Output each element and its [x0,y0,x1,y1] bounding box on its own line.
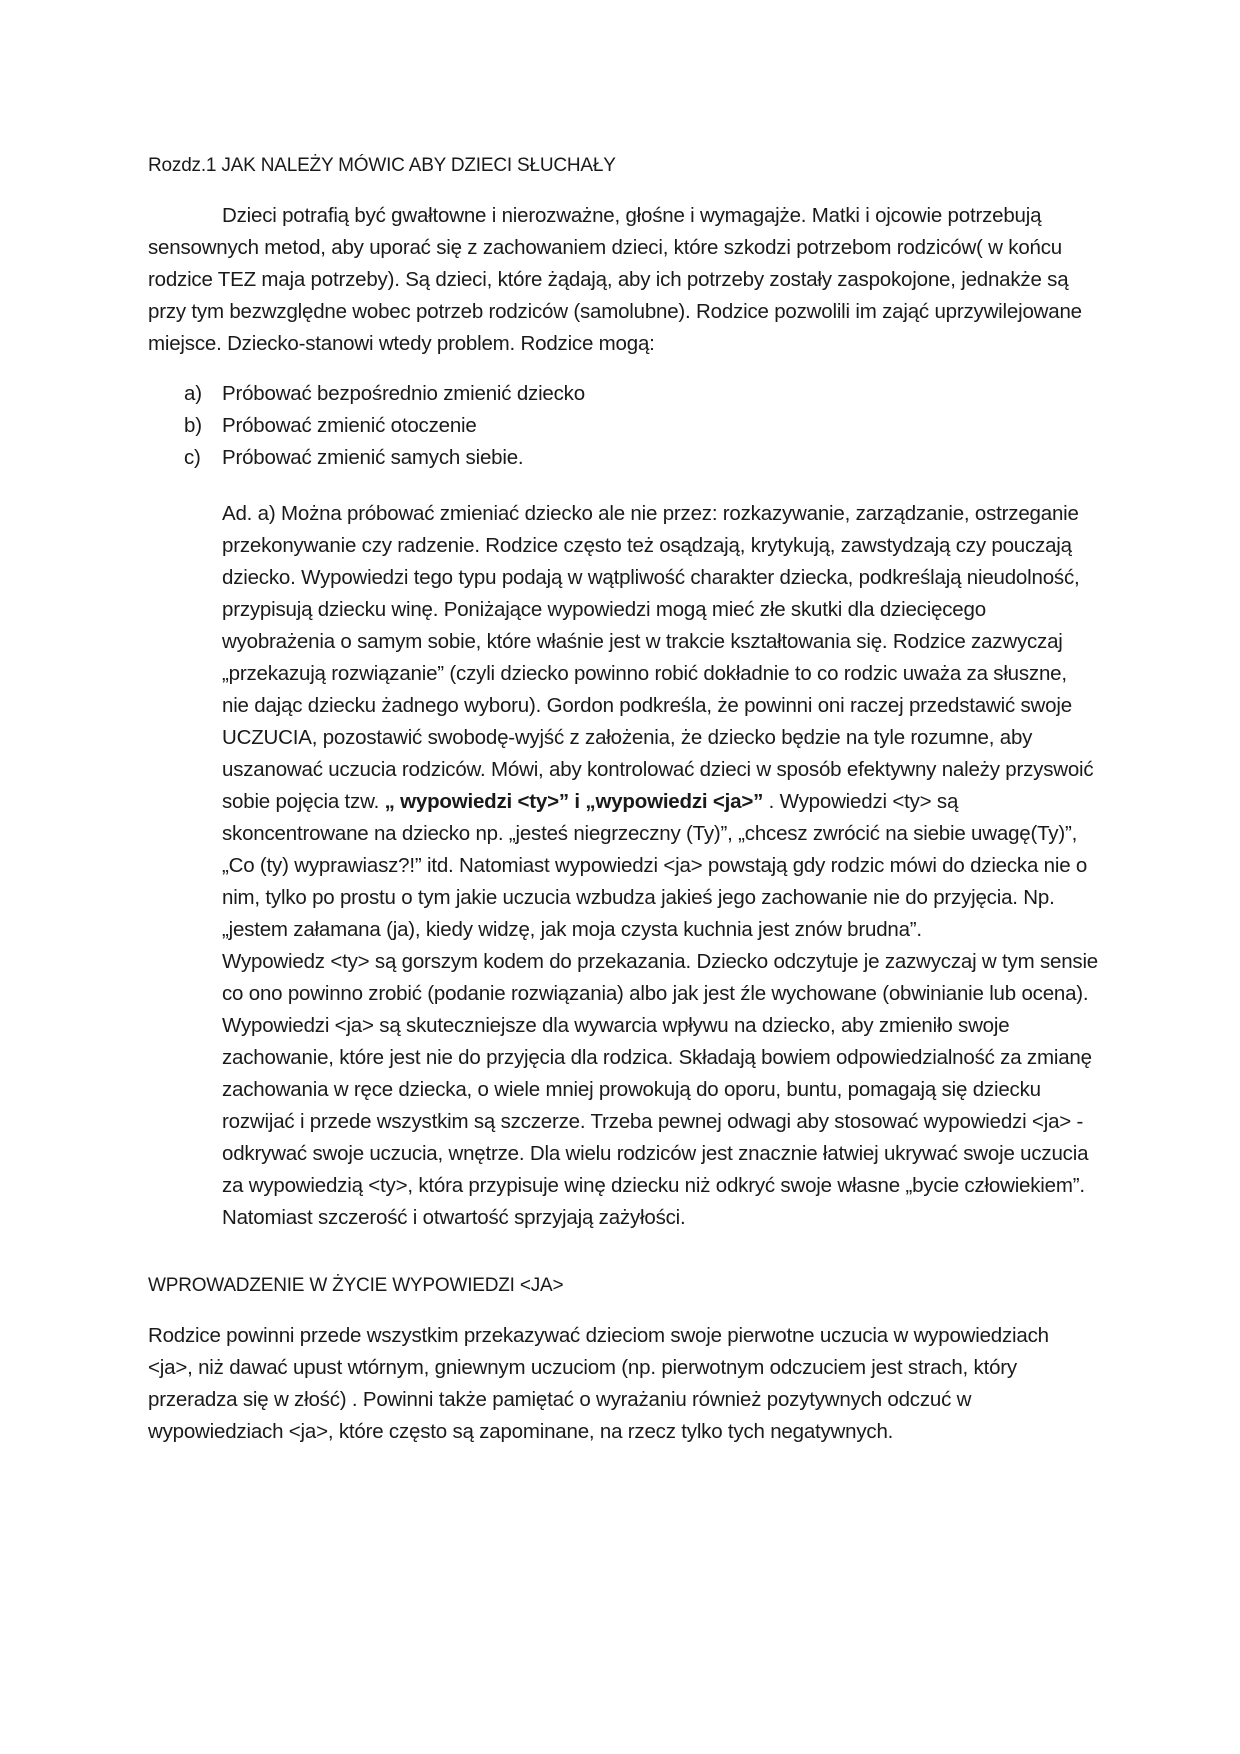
list-marker: a) [184,382,202,405]
ad-a-text-part2: . Wypowiedzi <ty> są skoncentrowane na dziecko np. „jesteś niegrzeczny (Ty)”, „chcesz zwrócić na siebie uwagę(Ty)”, „Co (ty) wyprawiasz?!” itd. Natomiast wypowiedzi <ja> powstają gdy rodzic mówi do dziecka nie o nim, tylko po prostu o tym jakie uczucia wzbudza jakieś jego zachowanie nie do przyjęcia. Np. „jestem załamana (ja), kiedy widzę, jak moja czysta kuchnia jest znów brudna”. [222,790,1088,941]
list-marker: b) [184,414,202,437]
list-item-text: Próbować zmienić samych siebie. [222,446,524,469]
list-marker: c) [184,446,201,469]
ad-a-bold-terms: „ wypowiedzi <ty>” i „wypowiedzi <ja>” [384,790,764,813]
options-list [148,378,1098,474]
ad-a-second-paragraph: Wypowiedz <ty> są gorszym kodem do przekazania. Dziecko odczytuje je zazwyczaj w tym sensie co ono powinno zrobić (podanie rozwiązania) albo jak jest źle wychowane (obwinianie lub ocena). Wypowiedzi <ja> są skuteczniejsze dla wywarcia wpływu na dziecko, aby zmieniło swoje zachowanie, które jest nie do przyjęcia dla rodzica. Składają bowiem odpowiedzialność za zmianę zachowania w ręce dziecka, o wiele mniej prowokują do oporu, buntu, pomagają się dziecku rozwijać i przede wszystkim są szczerze. Trzeba pewnej odwagi aby stosować wypowiedzi <ja> -odkrywać swoje uczucia, wnętrze. Dla wielu rodziców jest znacznie łatwiej ukrywać swoje uczucia za wypowiedzią <ty>, która przypisuje winę dziecku niż odkryć swoje własne „bycie człowiekiem”. Natomiast szczerość i otwartość sprzyjają zażyłości. [222,950,1099,1229]
list-item-text: Próbować zmienić otoczenie [222,414,477,437]
list-item [148,410,1098,442]
document-body [148,150,1098,1448]
section-heading: WPROWADZENIE W ŻYCIE WYPOWIEDZI <JA> [148,1275,564,1296]
intro-paragraph: Dzieci potrafią być gwałtowne i nierozważne, głośne i wymagajże. Matki i ojcowie potrzebują sensownych metod, aby uporać się z zachowaniem dzieci, które szkodzi potrzebom rodziców( w końcu rodzice TEZ maja potrzeby). Są dzieci, które żądają, aby ich potrzeby zostały zaspokojone, jednakże są przy tym bezwzględne wobec potrzeb rodziców (samolubne). Rodzice pozwolili im zająć uprzywilejowane miejsce. Dziecko-stanowi wtedy problem. Rodzice mogą: [148,204,1082,355]
list-item [148,378,1098,410]
list-item-text: Próbować bezpośrednio zmienić dziecko [222,382,585,405]
final-paragraph: Rodzice powinni przede wszystkim przekazywać dzieciom swoje pierwotne uczucia w wypowiedziach <ja>, niż dawać upust wtórnym, gniewnym uczuciom (np. pierwotnym odczuciem jest strach, który przeradza się w złość) . Powinni także pamiętać o wyrażaniu również pozytywnych odczuć w wypowiedziach <ja>, które często są zapominane, na rzecz tylko tych negatywnych. [148,1324,1049,1443]
ad-a-text-part1: Ad. a) Można próbować zmieniać dziecko ale nie przez: rozkazywanie, zarządzanie, ostrzeganie przekonywanie czy radzenie. Rodzice często też osądzają, krytykują, zawstydzają czy pouczają dziecko. Wypowiedzi tego typu podają w wątpliwość charakter dziecka, podkreślają nieudolność, przypisują dziecku winę. Poniżające wypowiedzi mogą mieć złe skutki dla dziecięcego wyobrażenia o samym sobie, które właśnie jest w trakcie kształtowania się. Rodzice zazwyczaj „przekazują rozwiązanie” (czyli dziecko powinno robić dokładnie to co rodzic uważa za słuszne, nie dając dziecku żadnego wyboru). Gordon podkreśla, że powinni oni raczej przedstawić swoje UCZUCIA, pozostawić swobodę-wyjść z założenia, że dziecko będzie na tyle rozumne, aby uszanować uczucia rodziców. Mówi, aby kontrolować dzieci w sposób efektywny należy przyswoić sobie pojęcia tzw. [222,502,1094,813]
list-item [148,442,1098,474]
chapter-heading: Rozdz.1 JAK NALEŻY MÓWIC ABY DZIECI SŁUCHAŁY [148,155,616,176]
ad-a-paragraph [222,498,1098,946]
